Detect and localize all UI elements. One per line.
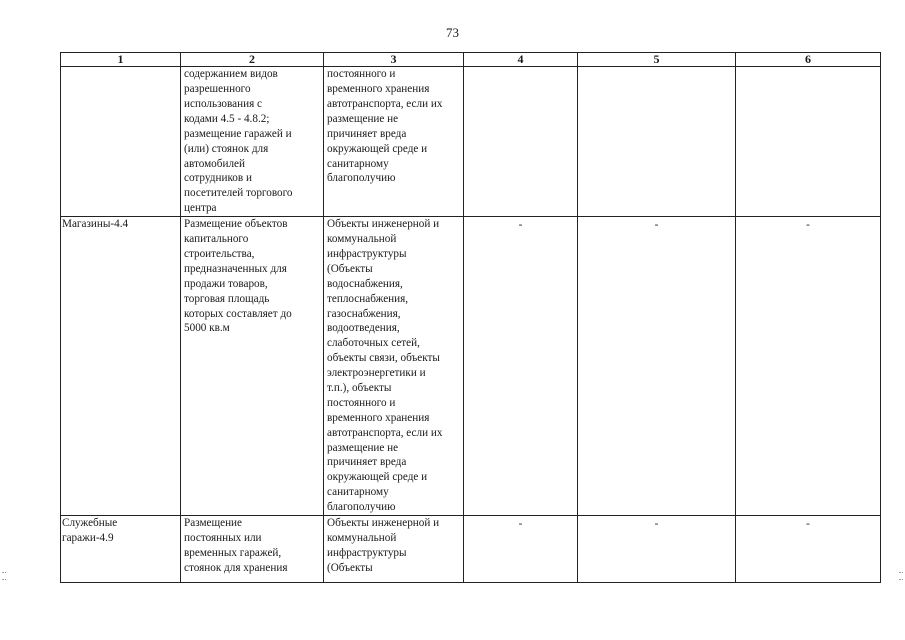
table-header-row — [61, 53, 881, 67]
page-number: 73 — [446, 25, 459, 40]
use-type-cell — [61, 67, 181, 217]
auxiliary-uses-cell: постоянного и временного хранения автотранспорта, если их размещение не причиняет вреда окружающей среде и санитарному благополучию — [324, 67, 464, 217]
auxiliary-uses-cell: Объекты инженерной и коммунальной инфраструктуры (Объекты — [324, 516, 464, 583]
scan-edge-mark-left — [2, 572, 6, 580]
column-4-cell: - — [464, 516, 578, 583]
description-cell: Размещение постоянных или временных гаражей, стоянок для хранения — [181, 516, 324, 583]
header-cell-5: 5 — [578, 53, 736, 67]
table-row — [61, 516, 881, 583]
use-type-cell: Служебные гаражи-4.9 — [61, 516, 181, 583]
scan-edge-mark-right — [899, 572, 903, 580]
column-6-cell: - — [736, 516, 881, 583]
column-6-cell — [736, 67, 881, 217]
auxiliary-uses-cell: Объекты инженерной и коммунальной инфраструктуры (Объекты водоснабжения, теплоснабжения, газоснабжения, водоотведения, слаботочных сетей, объекты связи, объекты электроэнергетики и т.п.), объекты постоянного и временного хранения автотранспорта, если их размещение не причиняет вреда окружающей среде и санитарному благополучию — [324, 217, 464, 516]
table-row — [61, 217, 881, 516]
table-row — [61, 67, 881, 217]
description-cell: Размещение объектов капитального строительства, предназначенных для продажи товаров, торговая площадь которых составляет до 5000 кв.м — [181, 217, 324, 516]
column-4-cell — [464, 67, 578, 217]
column-5-cell: - — [578, 217, 736, 516]
column-4-cell: - — [464, 217, 578, 516]
use-type-cell: Магазины-4.4 — [61, 217, 181, 516]
column-5-cell: - — [578, 516, 736, 583]
zoning-table — [60, 52, 881, 583]
header-cell-4: 4 — [464, 53, 578, 67]
description-cell: содержанием видов разрешенного использования с кодами 4.5 - 4.8.2; размещение гаражей и (или) стоянок для автомобилей сотрудников и посетителей торгового центра — [181, 67, 324, 217]
column-5-cell — [578, 67, 736, 217]
header-cell-6: 6 — [736, 53, 881, 67]
header-cell-3: 3 — [324, 53, 464, 67]
column-6-cell: - — [736, 217, 881, 516]
header-cell-1: 1 — [61, 53, 181, 67]
header-cell-2: 2 — [181, 53, 324, 67]
